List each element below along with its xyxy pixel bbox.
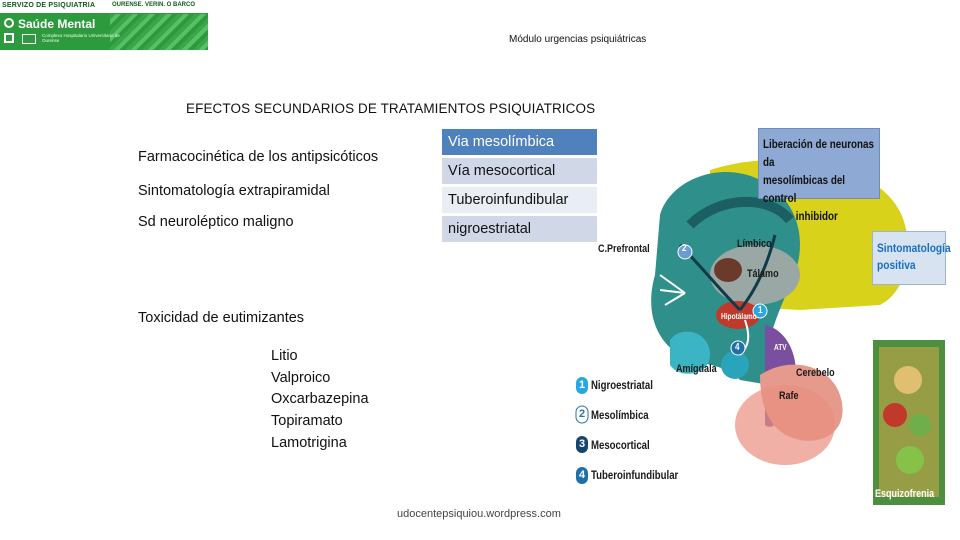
mesolimbic-release-callout — [758, 128, 880, 223]
positive-symptoms-box — [872, 231, 951, 285]
legend-mesocortical: Mesocortical — [591, 438, 650, 452]
drug-oxcarbazepine: Oxcarbazepina — [271, 391, 369, 407]
callout-line-1: Liberación de neuronas da — [763, 137, 875, 169]
logo-wave-pattern — [110, 14, 208, 50]
legend-nigrostriatal: Nigroestriatal — [591, 378, 653, 392]
legend-tuberoinfundibular: Tuberoinfundibular — [591, 468, 679, 482]
pathway-tuberoinfundibular: Tuberoinfundibular — [442, 187, 598, 213]
legend-mesolimbic: Mesolímbica — [591, 408, 649, 422]
logo-brand-text: Saúde Mental — [18, 17, 96, 31]
marker-4: 4 — [735, 342, 740, 353]
logo-seal-icon — [22, 34, 36, 44]
drug-topiramate: Topiramato — [271, 413, 343, 429]
drug-lamotrigine: Lamotrigina — [271, 435, 347, 451]
callout-line-3: inhibidor — [795, 209, 838, 223]
pathway-nigrostriatal: nigroestriatal — [442, 216, 598, 242]
logo-circle-icon — [4, 18, 14, 28]
label-amygdala: Amígdala — [676, 363, 717, 375]
logo-service-text: SERVIZO DE PSIQUIATRIA — [2, 2, 96, 9]
callout-line-2: mesolímbicas del control — [763, 173, 846, 205]
drug-valproate: Valproico — [271, 370, 331, 386]
marker-2: 2 — [682, 243, 687, 254]
logo-sublabel-text: Complexo Hospitalario Universitario de Ourense — [42, 33, 120, 43]
slide-title: EFECTOS SECUNDARIOS DE TRATAMIENTOS PSIQUIATRICOS — [186, 101, 596, 116]
legend-num-4: 4 — [578, 469, 586, 481]
label-prefrontal: C.Prefrontal — [598, 243, 650, 255]
label-cerebellum: Cerebelo — [796, 367, 835, 379]
pathway-mesocortical: Vía mesocortical — [442, 158, 598, 184]
legend-num-3: 3 — [578, 438, 586, 450]
drug-lithium: Litio — [271, 348, 298, 364]
topic-pharmacokinetics: Farmacocinética de los antipsicóticos — [138, 149, 379, 165]
pathway-mesolimbic: Via mesolímbica — [442, 129, 598, 155]
positive-symptoms-line-1: Sintomatología — [877, 241, 951, 255]
label-schizophrenia: Esquizofrenia — [875, 488, 935, 500]
saude-mental-logo — [0, 0, 208, 50]
legend-num-2: 2 — [578, 408, 586, 420]
legend-num-1: 1 — [578, 379, 586, 391]
label-vta: ATV — [774, 343, 787, 352]
logo-square-icon — [4, 33, 14, 43]
label-thalamus: Tálamo — [747, 268, 779, 280]
marker-1: 1 — [758, 305, 763, 316]
logo-header-row — [0, 0, 208, 14]
positive-symptoms-line-2: positiva — [877, 258, 916, 272]
module-title: Módulo urgencias psiquiátricas — [509, 34, 647, 45]
label-limbic: Límbico — [737, 238, 772, 250]
footer-url: udocentepsiquiou.wordpress.com — [397, 508, 561, 520]
topic-mood-stabilizer-toxicity: Toxicidad de eutimizantes — [138, 310, 305, 326]
topic-nms: Sd neuroléptico maligno — [138, 214, 294, 230]
logo-location-text: OURENSE. VERIN. O BARCO — [112, 2, 196, 8]
topic-extrapyramidal: Sintomatología extrapiramidal — [138, 183, 330, 199]
label-hypothalamus: Hipotálamo — [721, 312, 757, 321]
label-raphe: Rafe — [779, 390, 799, 402]
